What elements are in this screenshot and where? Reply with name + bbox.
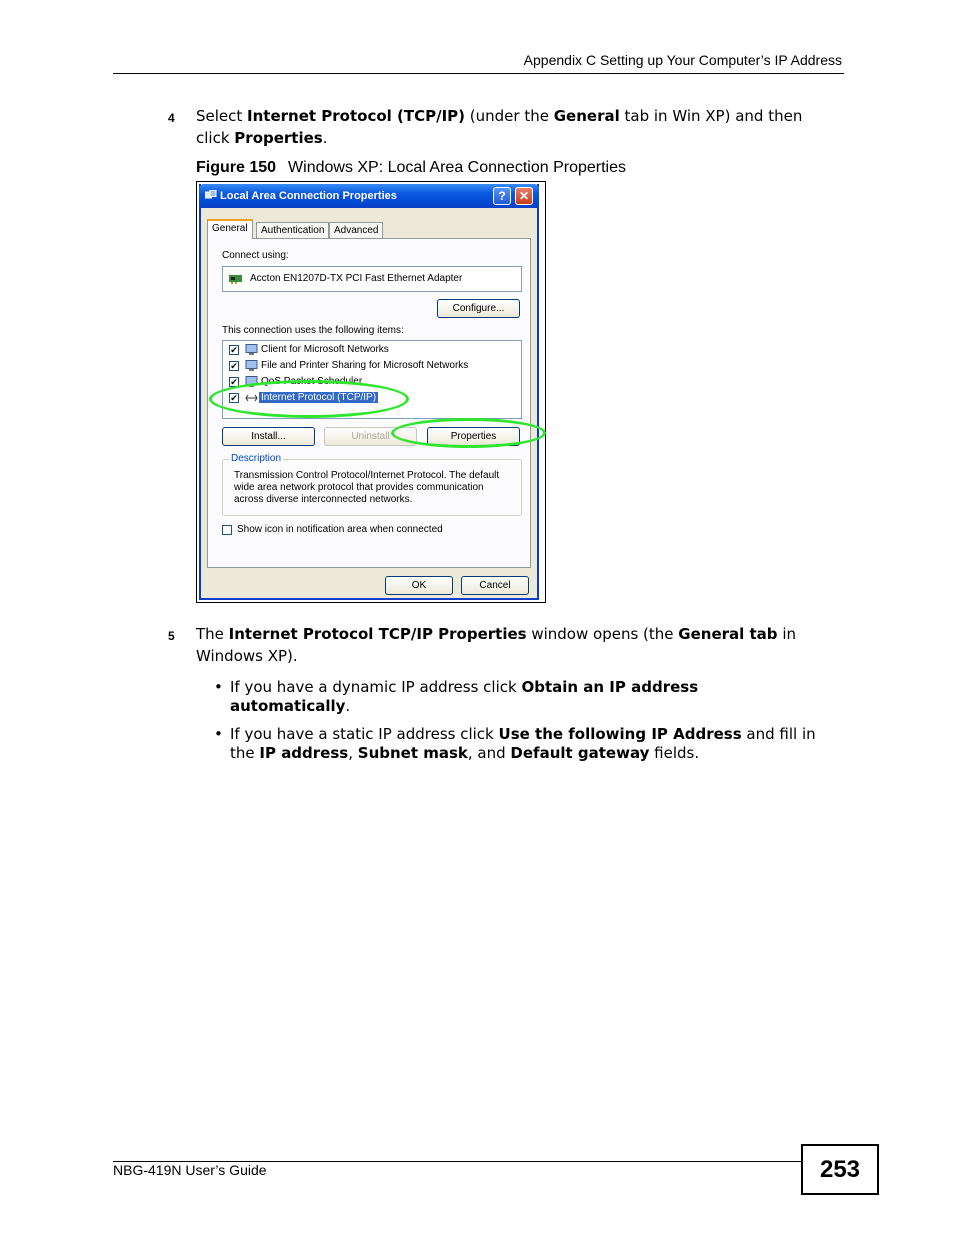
item-label: File and Printer Sharing for Microsoft Networks xyxy=(261,360,469,371)
figure-title: Windows XP: Local Area Connection Properties xyxy=(288,159,626,176)
properties-button[interactable]: Properties xyxy=(427,427,520,446)
install-button[interactable]: Install... xyxy=(222,427,315,446)
item-checkbox[interactable]: ✔ xyxy=(230,361,238,371)
item-label: Client for Microsoft Networks xyxy=(261,344,389,355)
footer-guide-title: NBG-419N User’s Guide xyxy=(113,1162,267,1178)
help-button[interactable]: ? xyxy=(493,187,511,205)
header-rule xyxy=(113,73,844,74)
description-group xyxy=(222,453,522,516)
highlight-ring-properties xyxy=(391,418,546,448)
cancel-button[interactable]: Cancel xyxy=(461,576,529,595)
ok-button[interactable]: OK xyxy=(385,576,453,595)
tab-authentication[interactable]: Authentication xyxy=(256,222,329,238)
step-4-number: 4 xyxy=(168,111,175,125)
items-label: This connection uses the following items: xyxy=(222,325,404,336)
show-icon-checkbox[interactable] xyxy=(222,525,232,535)
uninstall-button[interactable]: Uninstall xyxy=(324,427,417,446)
tab-general[interactable]: General xyxy=(207,219,253,239)
bullet-marker: • xyxy=(214,678,223,696)
running-header: Appendix C Setting up Your Computer’s IP Address xyxy=(523,52,842,68)
item-checkbox[interactable]: ✔ xyxy=(230,377,238,387)
dialog-title: Local Area Connection Properties xyxy=(220,190,397,202)
client-network-icon xyxy=(245,344,258,356)
item-label: Internet Protocol (TCP/IP) xyxy=(261,392,377,403)
step-5-text: The Internet Protocol TCP/IP Properties window opens (the General tab in Windows XP). xyxy=(196,625,796,665)
adapter-field xyxy=(222,266,522,292)
highlight-ring-tcpip xyxy=(209,380,409,418)
tab-advanced[interactable]: Advanced xyxy=(329,222,383,238)
network-connection-icon xyxy=(205,190,217,200)
configure-button[interactable]: Configure... xyxy=(437,299,520,318)
show-icon-label: Show icon in notification area when connected xyxy=(237,524,443,535)
connect-using-label: Connect using: xyxy=(222,250,289,261)
figure-caption xyxy=(196,159,626,177)
description-text: Transmission Control Protocol/Internet Protocol. The default wide area network protocol that provides communication across diverse interconnected networks. xyxy=(234,470,500,505)
item-label: QoS Packet Scheduler xyxy=(261,376,363,387)
adapter-name: Accton EN1207D-TX PCI Fast Ethernet Adapter xyxy=(250,273,463,284)
item-checkbox[interactable]: ✔ xyxy=(230,345,238,355)
file-sharing-icon xyxy=(245,360,258,372)
bullet-dynamic-ip: If you have a dynamic IP address click Obtain an IP address automatically. xyxy=(230,678,699,715)
bullet-marker: • xyxy=(214,725,223,743)
figure-label: Figure 150 xyxy=(196,159,277,176)
network-adapter-icon xyxy=(229,274,243,284)
title-bar xyxy=(199,184,539,208)
step-4-text: Select Internet Protocol (TCP/IP) (under the General tab in Win XP) and then click Properties. xyxy=(196,107,803,147)
bullet-static-ip: If you have a static IP address click Use the following IP Address and fill in the IP address, Subnet mask, and Default gateway fields. xyxy=(230,725,816,762)
close-button[interactable]: ✕ xyxy=(515,187,533,205)
item-checkbox[interactable]: ✔ xyxy=(230,393,238,403)
step-5-number: 5 xyxy=(168,629,175,643)
description-legend: Description xyxy=(231,453,282,464)
page-number: 253 xyxy=(801,1144,879,1195)
figure-screenshot xyxy=(196,181,546,603)
